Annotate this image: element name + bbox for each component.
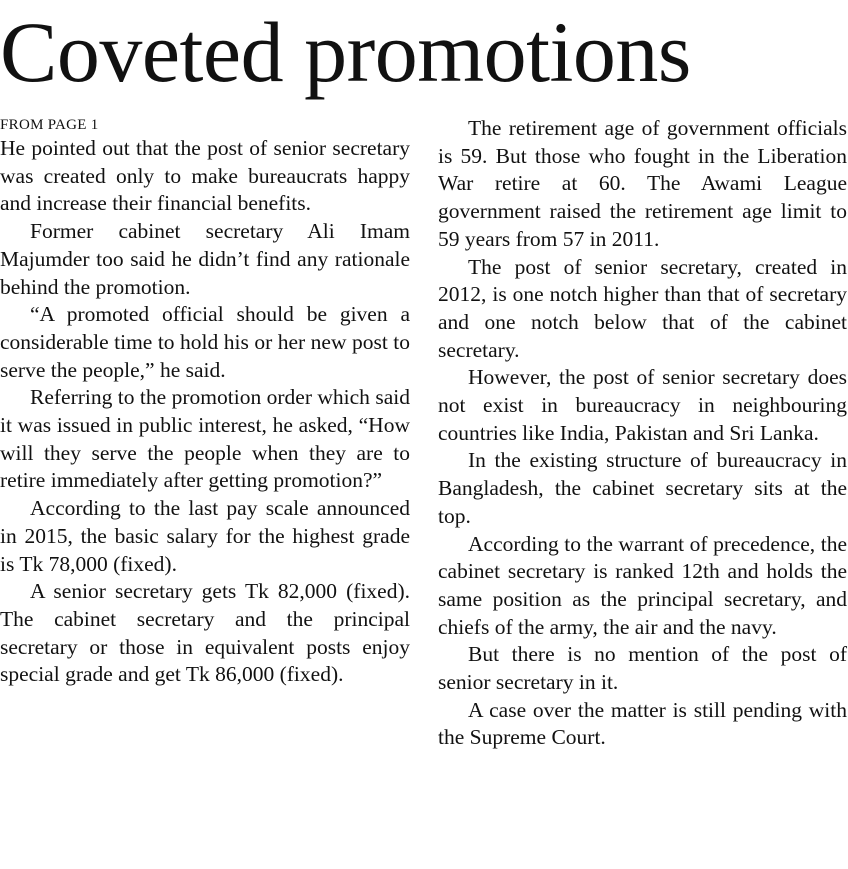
article-column-right — [438, 115, 847, 752]
paragraph: “A promoted official should be given a considerable time to hold his or her new post to serve the people,” he said. — [0, 302, 410, 382]
paragraph: Former cabinet secretary Ali Imam Majumder too said he didn’t find any rationale behind the promotion. — [0, 219, 410, 299]
headline: Coveted promotions — [0, 4, 691, 100]
paragraph: According to the last pay scale announced in 2015, the basic salary for the highest grade is Tk 78,000 (fixed). — [0, 496, 410, 576]
article-column-left — [0, 115, 410, 689]
paragraph: A senior secretary gets Tk 82,000 (fixed). The cabinet secretary and the principal secretary or those in equivalent posts enjoy special grade and get Tk 86,000 (fixed). — [0, 579, 410, 687]
paragraph: He pointed out that the post of senior secretary was created only to make bureaucrats happy and increase their financial benefits. — [0, 136, 410, 216]
paragraph: The post of senior secretary, created in 2012, is one notch higher than that of secretary and one notch below that of the cabinet secretary. — [438, 254, 847, 362]
paragraph: But there is no mention of the post of senior secretary in it. — [438, 642, 847, 695]
paragraph: The retirement age of government officials is 59. But those who fought in the Liberation War retire at 60. The Awami League government raised the retirement age limit to 59 years from 57 in 2011. — [438, 116, 847, 251]
continuation-kicker: FROM PAGE 1 — [0, 117, 99, 133]
paragraph: According to the warrant of precedence, the cabinet secretary is ranked 12th and holds the same position as the principal secretary, and chiefs of the army, the air and the navy. — [438, 531, 847, 639]
paragraph: Referring to the promotion order which said it was issued in public interest, he asked, “How will they serve the people when they are to retire immediately after getting promotion?” — [0, 385, 410, 493]
paragraph: However, the post of senior secretary does not exist in bureaucracy in neighbouring countries like India, Pakistan and Sri Lanka. — [438, 365, 847, 445]
paragraph: A case over the matter is still pending with the Supreme Court. — [438, 697, 847, 750]
paragraph: In the existing structure of bureaucracy in Bangladesh, the cabinet secretary sits at the top. — [438, 448, 847, 528]
